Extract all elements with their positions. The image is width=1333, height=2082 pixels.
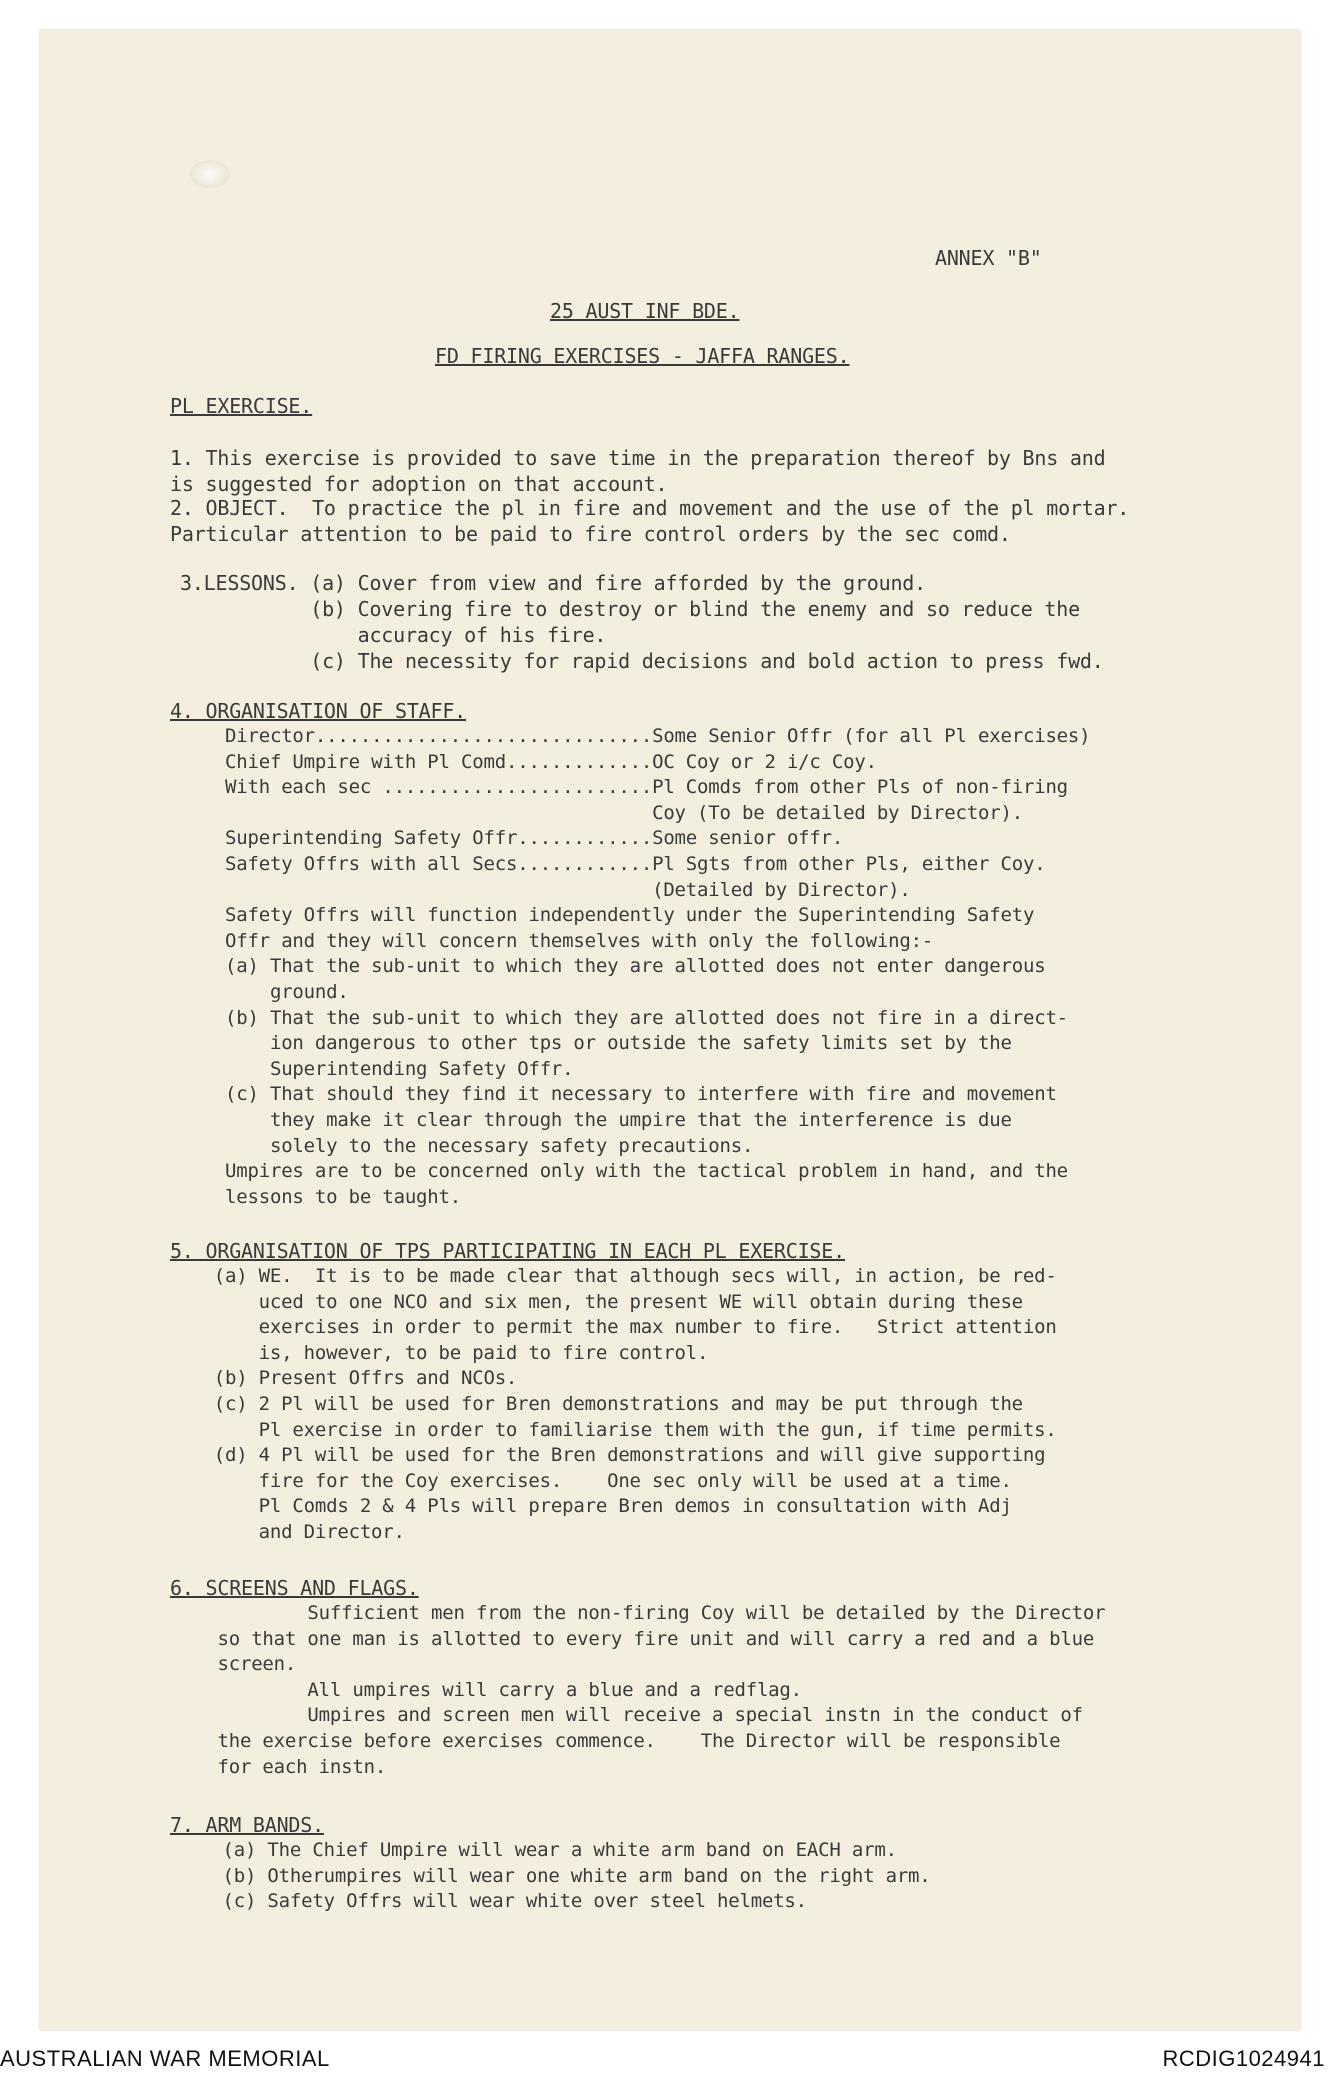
page-title: 25 AUST INF BDE.: [550, 299, 740, 323]
paragraph-5-heading: 5. ORGANISATION OF TPS PARTICIPATING IN EACH PL EXERCISE.: [170, 1239, 845, 1263]
paragraph-6-heading: 6. SCREENS AND FLAGS.: [170, 1576, 419, 1600]
paragraph-3-lessons: 3.LESSONS. (a) Cover from view and fire afforded by the ground. (b) Covering fire to destroy or blind the enemy and so reduce the accuracy of his fire. (c) The necessity for rapid decisions and bold action to press fwd.: [180, 571, 1104, 673]
paragraph-4-heading: 4. ORGANISATION OF STAFF.: [170, 699, 467, 723]
document-page: [40, 30, 1300, 2030]
paragraph-5-troops: (a) WE. It is to be made clear that although secs will, in action, be red- uced to one NCO and six men, the present WE will obtain during these exercises in order to permit the max number to fire. Strict attention is, however, to be paid to fire control. (b) Present Offrs and NCOs. (c) 2 Pl will be used for Bren demonstrations and may be put through the Pl exercise in order to familiarise them with the gun, if time permits. (d) 4 Pl will be used for the Bren demonstrations and will give supporting fire for the Coy exercises. One sec only will be used at a time. Pl Comds 2 & 4 Pls will prepare Bren demos in consultation with Adj and Director.: [180, 1265, 1057, 1543]
paragraph-6-screens: Sufficient men from the non-firing Coy will be detailed by the Director so that one man is allotted to every fire unit and will carry a red and a blue screen. All umpires will carry a blue and a redflag. Umpires and screen men will receive a special instn in the conduct of the exercise before exercises commence. The Director will be responsible for each instn.: [195, 1602, 1106, 1778]
paragraph-1: 1. This exercise is provided to save time in the preparation thereof by Bns and is suggested for adoption on that account.: [170, 446, 1106, 496]
paper-stain: [190, 160, 230, 188]
footer-id: RCDIG1024941: [1162, 2046, 1325, 2071]
paragraph-7-heading: 7. ARM BANDS.: [170, 1813, 324, 1837]
annex-label: ANNEX "B": [935, 246, 1042, 270]
page-subtitle: FD FIRING EXERCISES - JAFFA RANGES.: [435, 344, 850, 368]
paragraph-4-staff: Director..............................Some Senior Offr (for all Pl exercises) Chief Umpire with Pl Comd.............OC Coy or 2 i/c Coy. With each sec ........................Pl Comds from other Pls of non-firing Coy (To be detailed by Director). Superintending Safety Offr............Some senior offr. Safety Offrs with all Secs............Pl Sgts from other Pls, either Coy. (Detailed by Director). Safety Offrs will function independently under the Superintending Safety Offr and they will concern themselves with only the following:- (a) That the sub-unit to which they are allotted does not enter dangerous ground. (b) That the sub-unit to which they are allotted does not fire in a direct- ion dangerous to other tps or outside the safety limits set by the Superintending Safety Offr. (c) That should they find it necessary to interfere with fire and movement they make it clear through the umpire that the interference is due solely to the necessary safety precautions. Umpires are to be concerned only with the tactical problem in hand, and the lessons to be taught.: [225, 725, 1091, 1208]
section-heading: PL EXERCISE.: [170, 394, 313, 418]
footer-credit: AUSTRALIAN WAR MEMORIAL: [0, 2046, 330, 2071]
paragraph-2-object: 2. OBJECT. To practice the pl in fire and movement and the use of the pl mortar. Particular attention to be paid to fire control orders by the sec comd.: [170, 496, 1130, 546]
paragraph-7-arm-bands: (a) The Chief Umpire will wear a white arm band on EACH arm. (b) Otherumpires will wear one white arm band on the right arm. (c) Safety Offrs will wear white over steel helmets.: [200, 1839, 931, 1913]
